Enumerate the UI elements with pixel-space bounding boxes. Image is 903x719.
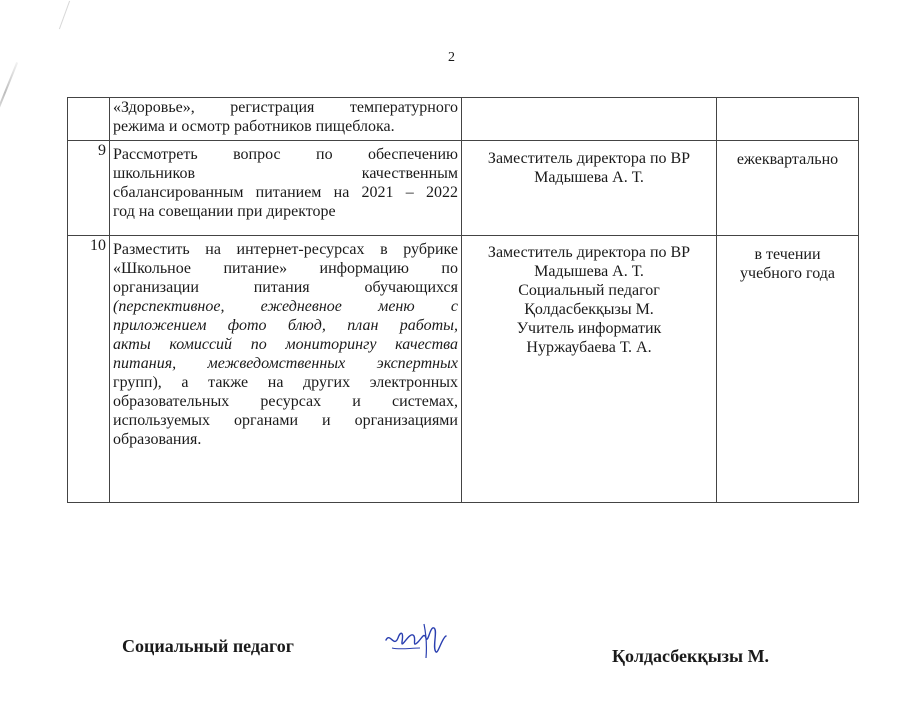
description-line: образования. xyxy=(113,431,202,448)
description-line: «Школьное питание» информацию по xyxy=(113,260,458,277)
plan-table-body xyxy=(68,98,859,503)
table-row xyxy=(68,236,859,503)
deadline xyxy=(717,236,859,503)
responsible-line: Заместитель директора по ВР xyxy=(487,244,691,261)
description-line: организации питания обучающихся xyxy=(113,279,458,296)
description-line: сбалансированным питанием на 2021 – 2022 xyxy=(113,184,458,201)
responsible-line: Социальный педагог xyxy=(518,282,660,299)
table-row xyxy=(68,141,859,236)
row-number xyxy=(68,98,110,141)
responsible-line: Учитель информатик xyxy=(516,320,662,337)
scan-artifact xyxy=(59,1,70,30)
row-number: 10 xyxy=(68,236,110,503)
signer-role: Социальный педагог xyxy=(122,636,294,656)
description-line: школьников качественным xyxy=(113,165,458,182)
description-line: «Здоровье», регистрация температурного xyxy=(113,99,458,116)
description-line: режима и осмотр работников пищеблока. xyxy=(113,118,395,135)
deadline-line: в течении xyxy=(754,246,821,263)
scan-artifact xyxy=(0,62,18,123)
activity-description xyxy=(110,98,462,141)
description-line: приложением фото блюд, план работы, xyxy=(113,317,458,334)
activity-description xyxy=(110,236,462,503)
deadline xyxy=(717,141,859,236)
responsible-line: Мадышева А. Т. xyxy=(534,263,644,280)
page-number: 2 xyxy=(448,50,455,65)
responsible-line: Қолдасбекқызы М. xyxy=(524,301,654,318)
signature xyxy=(380,618,452,668)
row-number: 9 xyxy=(68,141,110,236)
activity-description xyxy=(110,141,462,236)
description-line: год на совещании при директоре xyxy=(113,203,336,220)
description-line: Разместить на интернет-ресурсах в рубрике xyxy=(113,241,458,258)
deadline-line: ежеквартально xyxy=(736,151,839,168)
responsible-line: Нуржаубаева Т. А. xyxy=(526,339,652,356)
responsible-persons xyxy=(462,236,717,503)
deadline-line: учебного года xyxy=(740,265,835,282)
description-line: (перспективное, ежедневное меню с xyxy=(113,298,458,315)
table-row xyxy=(68,98,859,141)
description-line: образовательных ресурсах и системах, xyxy=(113,393,458,410)
plan-table xyxy=(67,97,859,503)
description-line: групп), а также на других электронных xyxy=(113,374,458,391)
description-line: питания, межведомственных экспертных xyxy=(113,355,458,372)
responsible-line: Заместитель директора по ВР xyxy=(487,150,691,167)
description-line: акты комиссий по мониторингу качества xyxy=(113,336,458,353)
responsible-persons xyxy=(462,98,717,141)
responsible-persons xyxy=(462,141,717,236)
responsible-line: Мадышева А. Т. xyxy=(534,169,644,186)
description-line: Рассмотреть вопрос по обеспечению xyxy=(113,146,458,163)
description-line: используемых органами и организациями xyxy=(113,412,458,429)
deadline xyxy=(717,98,859,141)
signer-name: Қолдасбекқызы М. xyxy=(612,646,770,666)
